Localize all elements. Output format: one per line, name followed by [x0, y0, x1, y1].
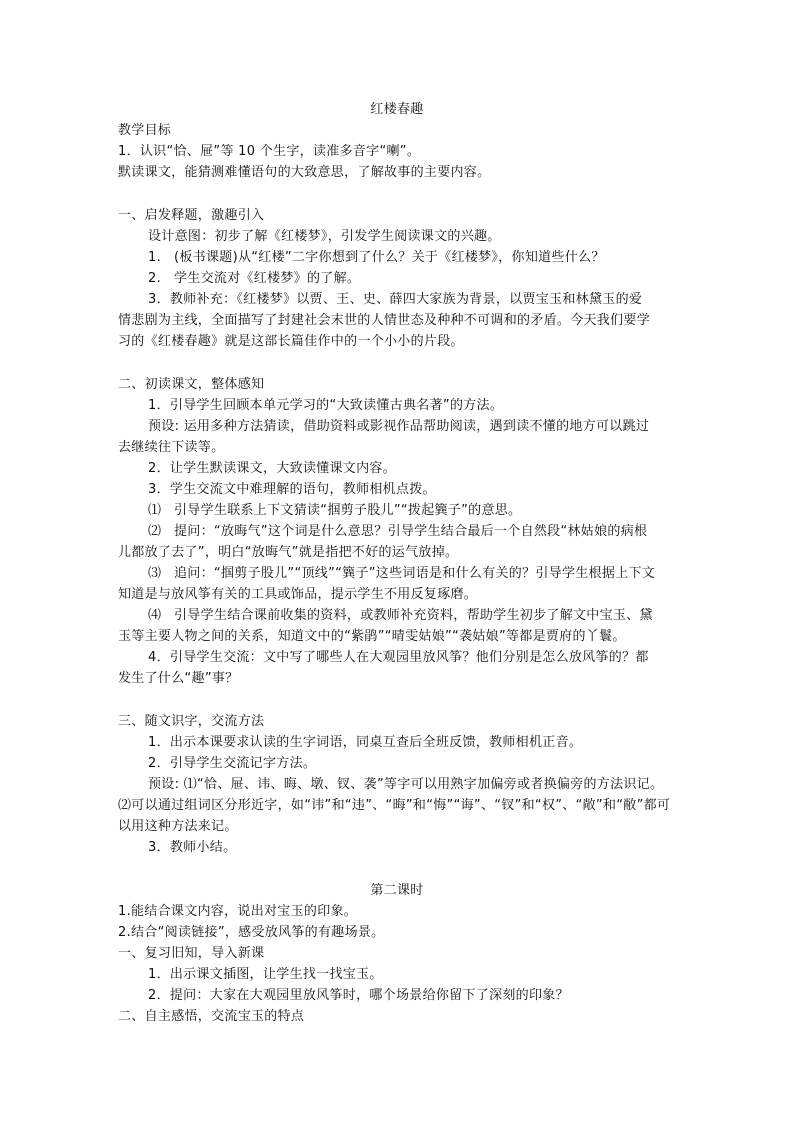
- preset-line: 去继续往下读等。: [118, 440, 225, 455]
- paragraph-line: 发生了什么“趣”事？: [118, 671, 239, 686]
- paragraph-line: 2．提问：大家在大观园里放风筝时，哪个场景给你留下了深刻的印象？: [148, 988, 569, 1003]
- goal-line: 1．认识“恰、屉”等 10 个生字，读准多音字“喇”。: [118, 144, 421, 159]
- paragraph-line: 2．让学生默读课文，大致读懂课文内容。: [148, 461, 396, 476]
- paragraph-line: 3．教师补充：《红楼梦》以贾、王、史、薛四大家族为背景，以贾宝玉和林黛玉的爱: [148, 292, 643, 307]
- section-heading: 三、随文识字，交流方法: [118, 714, 265, 729]
- paragraph-line: 1．出示课文插图，让学生找一找宝玉。: [148, 967, 383, 982]
- sub-text: 知道是与放风筝有关的工具或饰品，提示学生不用反复琢磨。: [118, 587, 478, 602]
- sub-number: ⑷: [148, 608, 162, 623]
- section-heading: 一、复习旧知，导入新课: [118, 946, 265, 961]
- sub-text: 提问：“放晦气”这个词是什么意思？引导学生结合最后一个自然段“林姑娘的病根: [174, 524, 648, 539]
- paragraph-line: 1．出示本课要求认读的生字词语，同桌互查后全班反馈，教师相机正音。: [148, 735, 583, 750]
- paragraph-line: 1．引导学生回顾本单元学习的“大致读懂古典名著”的方法。: [148, 398, 504, 413]
- sub-item: [148, 563, 655, 584]
- paragraph-line: 3．教师小结。: [148, 840, 237, 855]
- preset-line: 预设: 运用多种方法猜读，借助资料或影视作品帮助阅读，遇到读不懂的地方可以跳过: [148, 419, 650, 434]
- sub-number: ⑵: [148, 524, 162, 539]
- section-heading: 一、启发释题，激趣引入: [118, 208, 265, 223]
- lesson2-title: 第二课时: [370, 883, 424, 898]
- preset-line: 预设: ⑴“恰、屉、讳、晦、墩、钗、袭”等字可以用熟字加偏旁或者换偏旁的方法识记。: [148, 777, 664, 792]
- paragraph-line: 3．学生交流文中难理解的语句，教师相机点拨。: [148, 482, 436, 497]
- sub-text: 引导学生结合课前收集的资料，或教师补充资料，帮助学生初步了解文中宝玉、黛: [174, 608, 653, 623]
- paragraph-line: 4．引导学生交流：文中写了哪些人在大观园里放风筝？他们分别是怎么放风筝的？都: [148, 650, 649, 665]
- sub-number: ⑶: [148, 566, 162, 581]
- sub-text: 引导学生联系上下文猜读“掴剪子股儿”“拨起簨子”的意思。: [174, 503, 522, 518]
- goal-line: 默读课文，能猜测难懂语句的大致意思，了解故事的主要内容。: [118, 165, 491, 180]
- sub-item: [148, 521, 647, 542]
- paragraph-line: 习的《红楼春趣》就是这部长篇佳作中的一个小小的片段。: [118, 334, 464, 349]
- list-item: [148, 247, 605, 268]
- sub-text: 追问：“掴剪子股儿”“顶线”“簨子”这些词语是和什么有关的？引导学生根据上下文: [174, 566, 656, 581]
- list-text: (板书课题)从“红楼”二字你想到了什么？关于《红楼梦》，你知道些什么？: [174, 250, 605, 265]
- goal-line: 2.结合“阅读链接”，感受放风筝的有趣场景。: [118, 925, 385, 940]
- design-intent: 设计意图：初步了解《红楼梦》，引发学生阅读课文的兴趣。: [148, 229, 501, 244]
- list-item: [148, 268, 360, 289]
- paragraph-line: 2．引导学生交流记字方法。: [148, 756, 317, 771]
- preset-line: ⑵可以通过组词区分形近字，如“讳”和“违”、“晦”和“悔”“诲”、“钗”和“权”、“敞”和“敝”都可: [118, 798, 671, 813]
- sub-number: ⑴: [148, 503, 162, 518]
- paragraph-line: 情悲剧为主线，全面描写了封建社会末世的人情世态及种种不可调和的矛盾。今天我们要学: [118, 313, 651, 328]
- list-number: 2.: [148, 271, 162, 286]
- sub-item: [148, 500, 521, 521]
- section-heading: 二、初读课文，整体感知: [118, 377, 265, 392]
- page-title: 红楼春趣: [370, 102, 424, 117]
- goal-line: 1.能结合课文内容，说出对宝玉的印象。: [118, 904, 358, 919]
- sub-text: 儿都放了去了”，明白“放晦气”就是指把不好的运气放掉。: [118, 545, 459, 560]
- sub-item: [148, 605, 653, 626]
- preset-line: 以用这种方法来记。: [118, 819, 238, 834]
- section-heading: 二、自主感悟，交流宝玉的特点: [118, 1009, 305, 1024]
- list-number: 1.: [148, 250, 162, 265]
- list-text: 学生交流对《红楼梦》的了解。: [174, 271, 361, 286]
- goals-heading: 教学目标: [118, 123, 172, 138]
- sub-text: 玉等主要人物之间的关系，知道文中的“紫鹃”“晴雯姑娘”“袭姑娘”等都是贾府的丫鬟。: [118, 629, 626, 644]
